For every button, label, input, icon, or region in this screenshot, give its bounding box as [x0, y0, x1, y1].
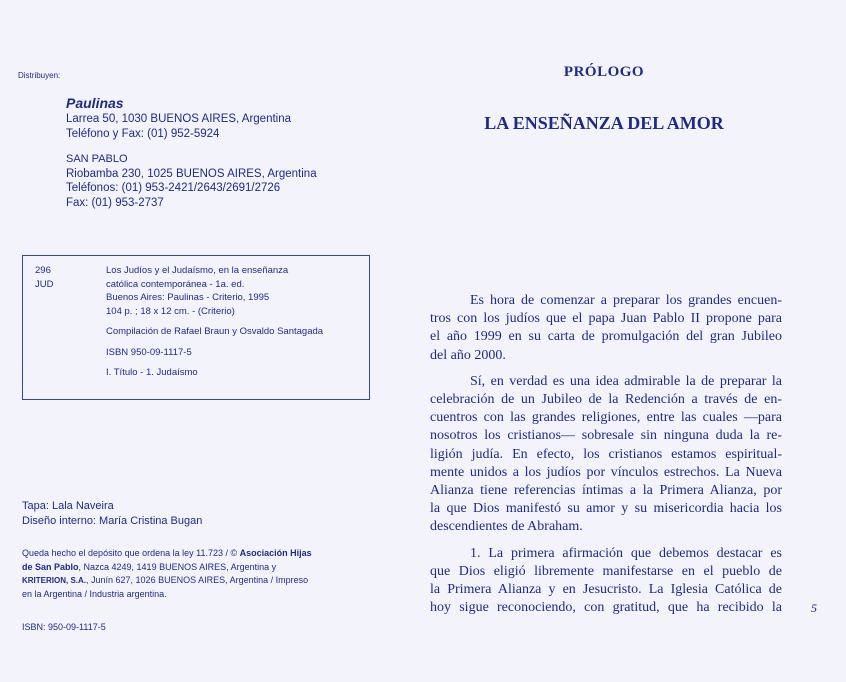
text-line: nosotros los cristianos— sobresale sin ninguna duda la re- — [430, 428, 782, 444]
text-line: Alianza tiene referencias íntimas a la Primera Alianza, por — [430, 483, 782, 499]
text-line: tros con los judíos que el papa Juan Pablo II propone para — [430, 311, 782, 327]
paragraph — [430, 373, 782, 537]
paragraph — [430, 292, 782, 365]
legal-bold: KRITERION, S.A. — [22, 576, 87, 585]
chapter-title: LA ENSEÑANZA DEL AMOR — [484, 113, 724, 133]
section-heading: PRÓLOGO — [563, 64, 645, 80]
text-line: celebración de un Jubileo de la Redención a través de en- — [430, 392, 782, 408]
catalog-record-box — [22, 255, 370, 400]
catalog-line: Los Judíos y el Judaísmo, en la enseñanza — [106, 265, 289, 276]
paragraph — [430, 545, 782, 618]
text-line: hoy sigue reconociendo, con gratitud, que ha recibido la — [430, 600, 782, 616]
text-line: del año 2000. — [430, 347, 506, 363]
interior-design-credit: Diseño interno: María Cristina Bugan — [22, 515, 203, 527]
publisher-phone: Teléfonos: (01) 953-2421/2643/2691/2726 — [66, 182, 281, 194]
class-number: 296 — [35, 265, 51, 276]
legal-line — [22, 547, 372, 561]
text-line: Sí, en verdad es una idea admirable la de preparar la — [470, 373, 782, 389]
legal-bold: de San Pablo — [22, 561, 79, 572]
page-number: 5 — [811, 601, 817, 615]
text-line: la Primera Alianza y en Jesucristo. La Iglesia Católica de — [430, 582, 782, 598]
catalog-entry — [106, 264, 366, 380]
publisher-name: Paulinas — [66, 95, 124, 111]
text-line: el año 1999 en su carta de promulgación del gran Jubileo — [430, 329, 782, 345]
publisher-san-pablo — [66, 152, 317, 210]
legal-line — [22, 574, 372, 588]
legal-notice — [22, 547, 372, 601]
prologue-page — [430, 0, 846, 682]
isbn-footer: ISBN: 950-09-1117-5 — [22, 622, 106, 632]
legal-line: en la Argentina / Industria argentina. — [22, 588, 167, 599]
text-line: ligión judía. En efecto, los cristianos estamos espiritual- — [430, 446, 782, 462]
legal-text: , Nazca 4249, 1419 BUENOS AIRES, Argentina y — [78, 561, 277, 572]
publisher-paulinas — [66, 95, 291, 141]
text-line: que Dios eligió libremente manifestarse en el pueblo de — [430, 563, 782, 579]
catalog-isbn: ISBN 950-09-1117-5 — [106, 346, 192, 358]
legal-line — [22, 561, 372, 575]
publisher-fax: Fax: (01) 953-2737 — [66, 196, 164, 209]
legal-text: , Junín 627, 1026 BUENOS AIRES, Argentina / Impreso — [86, 575, 309, 585]
publisher-address: Larrea 50, 1030 BUENOS AIRES, Argentina — [66, 113, 292, 125]
credits — [22, 499, 202, 529]
text-line: la que Dios manifestó su amor y su misericordia hacia los — [430, 501, 782, 517]
publisher-name: SAN PABLO — [66, 153, 128, 165]
catalog-line: católica contemporánea - 1a. ed. — [106, 278, 245, 290]
body-text — [430, 292, 782, 625]
legal-bold: Asociación Hijas — [239, 548, 312, 558]
text-line: 1. La primera afirmación que debemos destacar es — [470, 545, 782, 561]
catalog-line: 104 p. ; 18 x 12 cm. - (Criterio) — [106, 305, 235, 317]
text-line: cuentros con las grandes religiones, entre las cuales —para — [430, 410, 782, 426]
catalog-compilation: Compilación de Rafael Braun y Osvaldo Santagada — [106, 326, 324, 337]
catalog-subjects: I. Título - 1. Judaísmo — [106, 367, 198, 378]
cover-credit: Tapa: Lala Naveira — [22, 500, 114, 512]
text-line: Es hora de comenzar a preparar los grandes encuen- — [470, 293, 782, 308]
catalog-line: Buenos Aires: Paulinas - Criterio, 1995 — [106, 292, 270, 303]
classification — [35, 264, 53, 291]
distributors-label: Distribuyen: — [18, 71, 61, 80]
publisher-address: Riobamba 230, 1025 BUENOS AIRES, Argentina — [66, 167, 317, 180]
class-code: JUD — [35, 278, 54, 290]
text-line: mente unidos a los judíos por vínculos estrechos. La Nueva — [430, 464, 782, 480]
publisher-phone: Teléfono y Fax: (01) 952-5924 — [66, 127, 220, 140]
legal-text: Queda hecho el depósito que ordena la ley 11.723 / © — [22, 548, 240, 558]
text-line: descendientes de Abraham. — [430, 519, 583, 535]
